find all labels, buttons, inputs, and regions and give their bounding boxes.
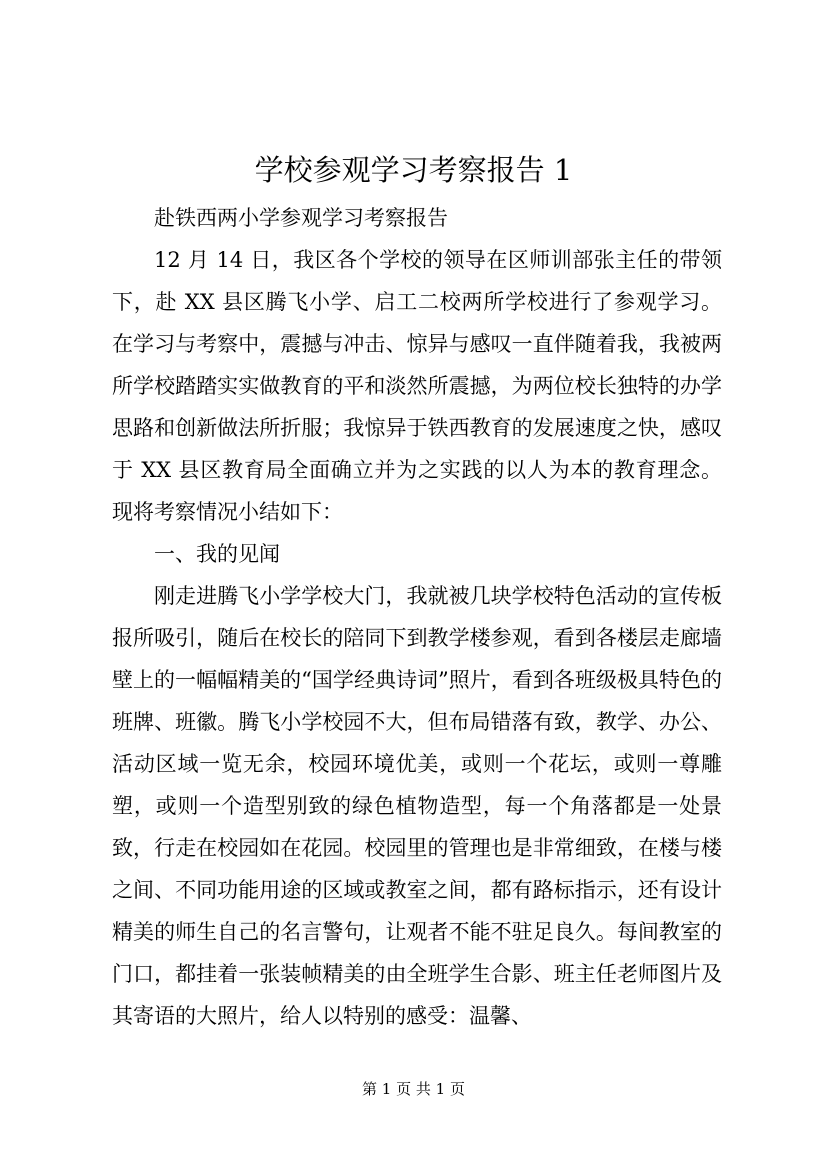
section-heading: 一、我的见闻 [154, 542, 280, 566]
subtitle-paragraph: 赴铁西两小学参观学习考察报告 [154, 206, 448, 230]
page-footer: 第 1 页 共 1 页 [362, 1080, 465, 1098]
section1-paragraph: 刚走进腾飞小学学校大门，我就被几块学校特色活动的宣传板报所吸引，随后在校长的陪同下到教学楼参观，看到各楼层走廊墙壁上的一幅幅精美的“国学经典诗词”照片，看到各班级极具特色的班牌、班徽。腾飞小学校园不大，但布局错落有致，教学、办公、活动区域一览无余，校园环境优美，或则一个花坛，或则一尊雕塑，或则一个造型别致的绿色植物造型，每一个角落都是一处景致，行走在校园如在花园。校园里的管理也是非常细致，在楼与楼之间、不同功能用途的区域或教室之间，都有路标指示，还有设计精美的师生自己的名言警句，让观者不能不驻足良久。每间教室的门口，都挂着一张装帧精美的由全班学生合影、班主任老师图片及其寄语的大照片，给人以特别的感受：温馨、 [112, 584, 722, 1028]
document-title: 学校参观学习考察报告 1 [254, 153, 573, 187]
document-body [112, 197, 722, 1037]
intro-paragraph: 12 月 14 日，我区各个学校的领导在区师训部张主任的带领下，赴 XX 县区腾飞小学、启工二校两所学校进行了参观学习。在学习与考察中，震撼与冲击、惊异与感叹一直伴随着我，我被两所学校踏踏实实做教育的平和淡然所震撼，为两位校长独特的办学思路和创新做法所折服；我惊异于铁西教育的发展速度之快，感叹于 XX 县区教育局全面确立并为之实践的以人为本的教育理念。现将考察情况小结如下： [112, 248, 722, 524]
